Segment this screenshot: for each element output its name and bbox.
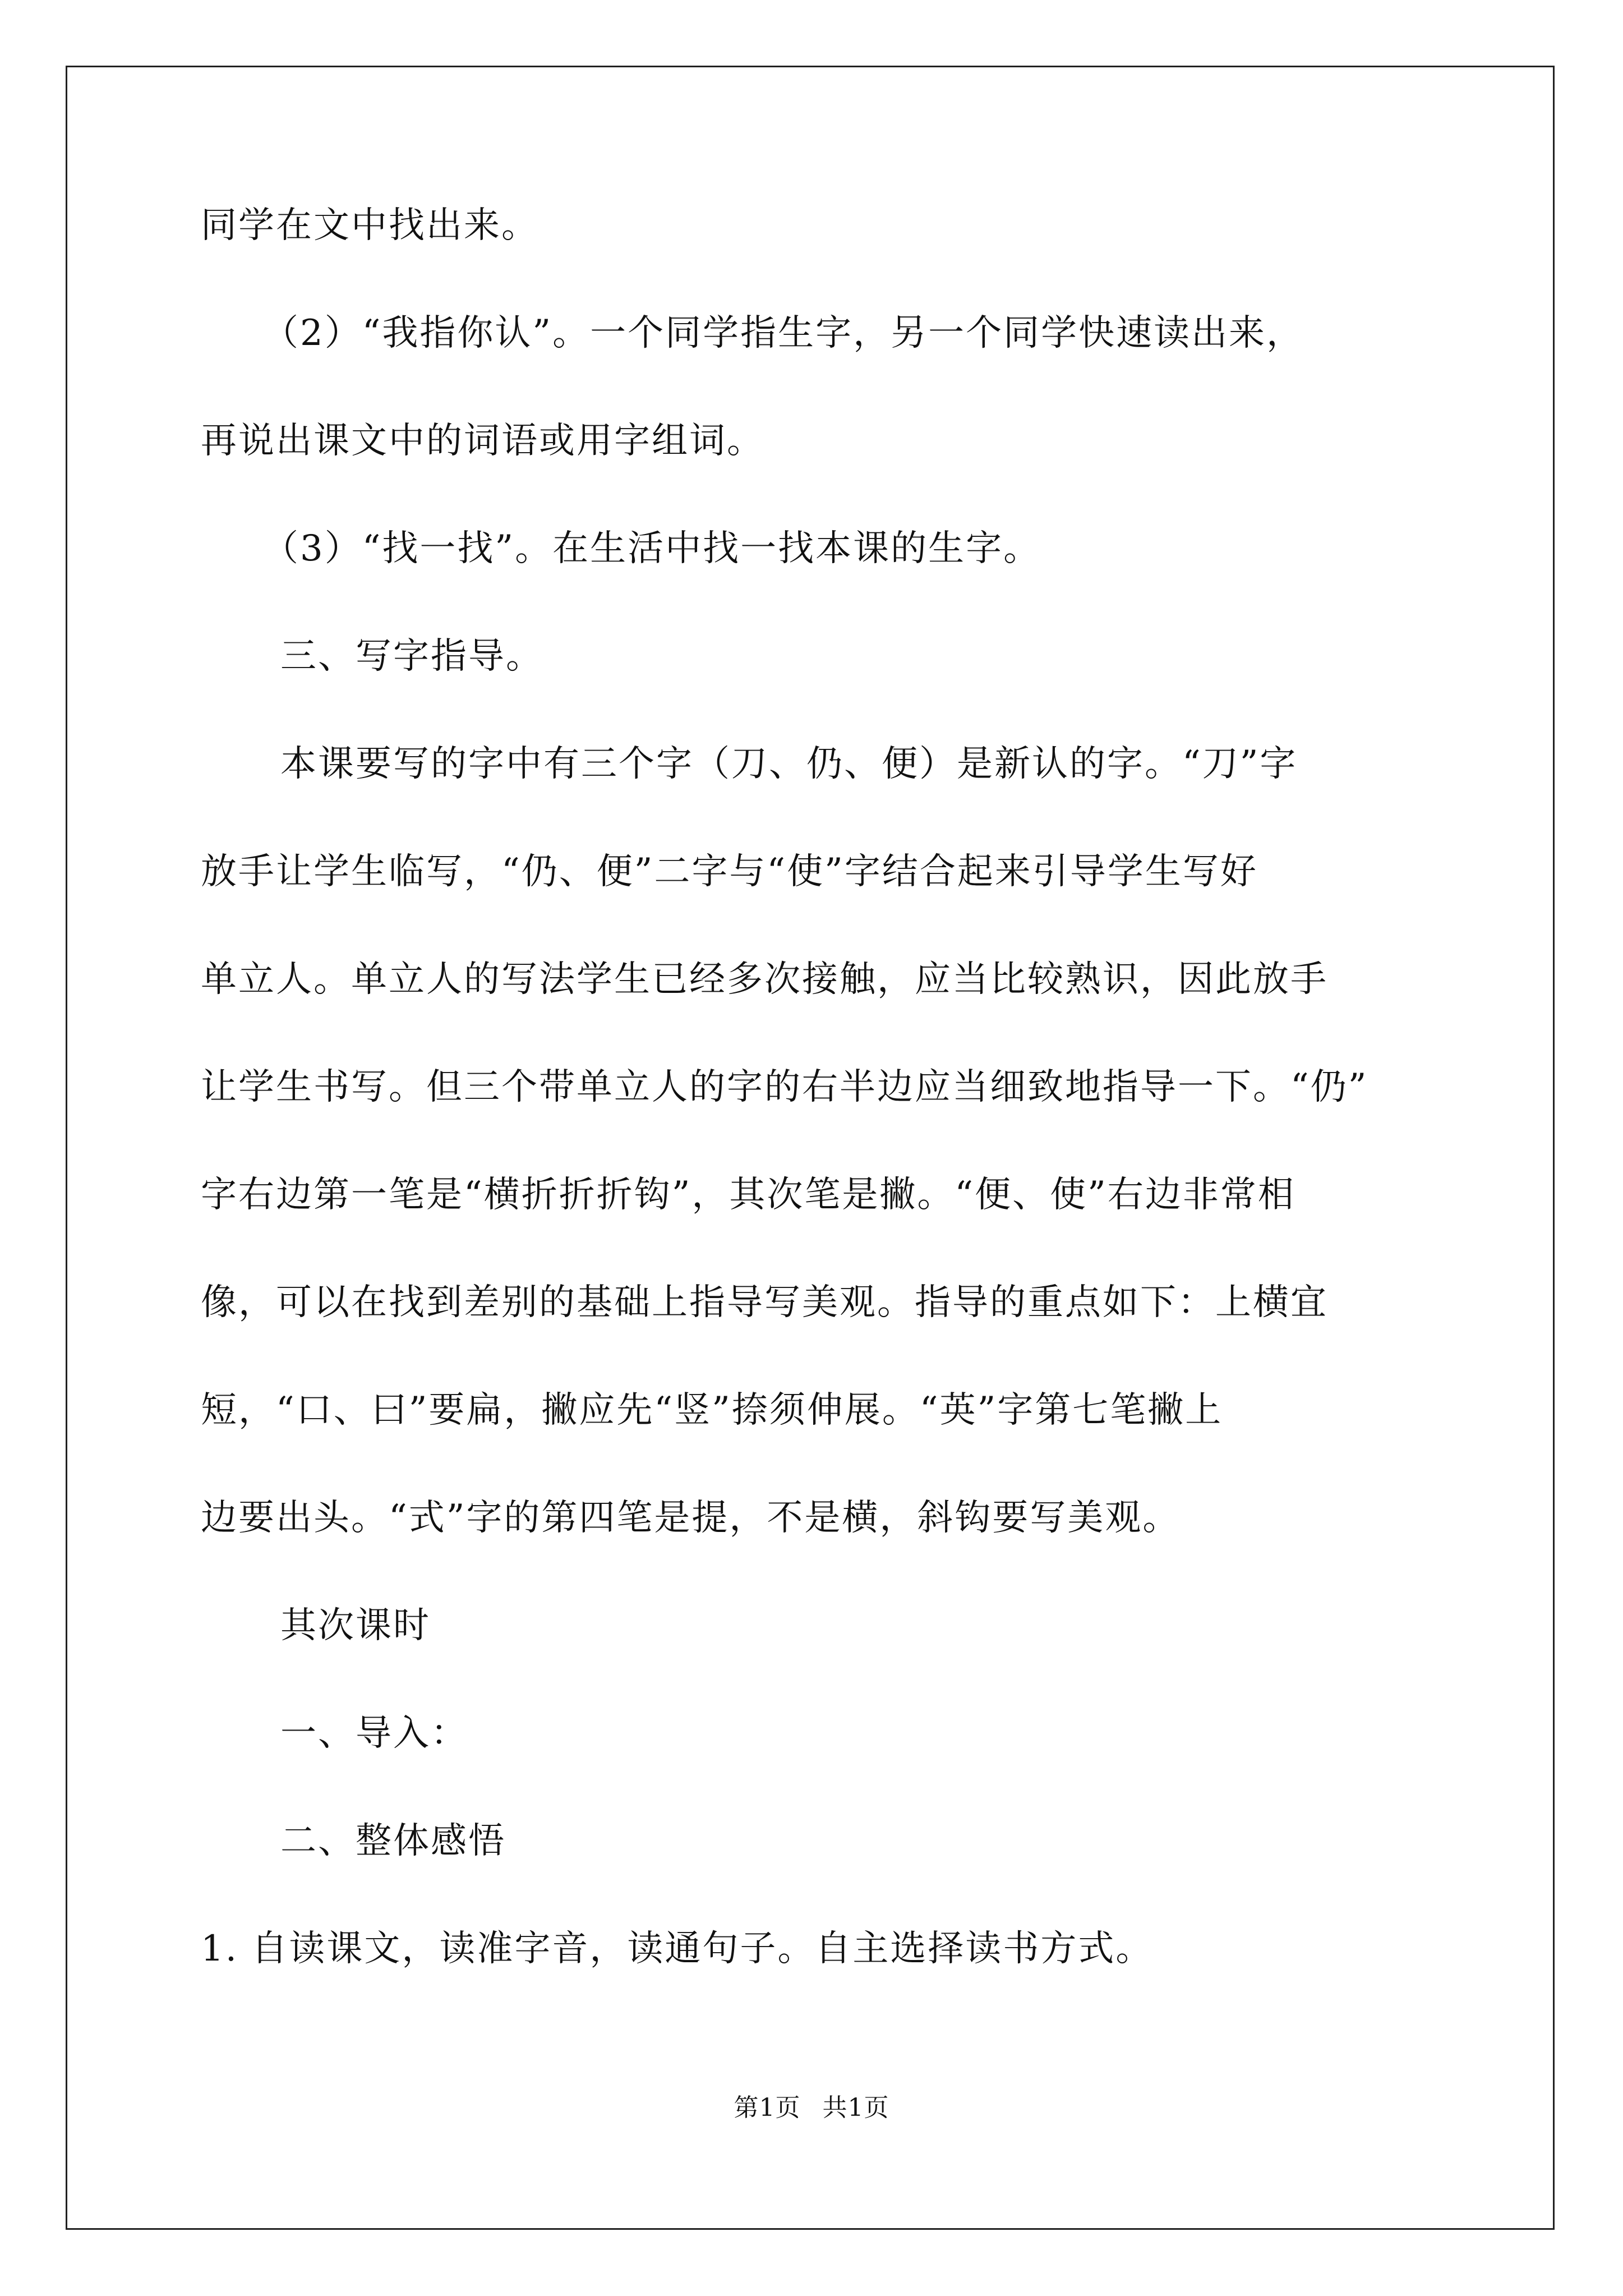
paragraph-line: 让学生书写。但三个带单立人的字的右半边应当细致地指导一下。“仍” bbox=[201, 1066, 1368, 1108]
paragraph-line: 单立人。单立人的写法学生已经多次接触，应当比较熟识，因此放手 bbox=[201, 959, 1328, 1000]
section-heading: 一、导入： bbox=[280, 1713, 468, 1754]
document-body bbox=[201, 205, 1435, 2039]
paragraph-line: 短，“口、曰”要扁，撇应先“竖”捺须伸展。“英”字第七笔撇上 bbox=[201, 1389, 1223, 1431]
paragraph-line: 像，可以在找到差别的基础上指导写美观。指导的重点如下：上横宜 bbox=[201, 1282, 1328, 1323]
page-footer bbox=[0, 2094, 1623, 2122]
paragraph-line: 同学在文中找出来。 bbox=[201, 205, 539, 246]
page-number-total: 共1页 bbox=[822, 2093, 889, 2122]
paragraph-line: 字右边第一笔是“横折折折钩”，其次笔是撇。“便、使”右边非常相 bbox=[201, 1174, 1295, 1216]
paragraph-line: 1. 自读课文，读准字音，读通句子。自主选择读书方式。 bbox=[201, 1928, 1154, 1970]
paragraph-line: （3）“找一找”。在生活中找一找本课的生字。 bbox=[262, 528, 1041, 569]
paragraph-line: 本课要写的字中有三个字（刀、仍、便）是新认的字。“刀”字 bbox=[280, 743, 1298, 785]
section-heading: 三、写字指导。 bbox=[280, 636, 543, 677]
section-heading: 其次课时 bbox=[280, 1605, 431, 1646]
paragraph-line: （2）“我指你认”。一个同学指生字，另一个同学快速读出来， bbox=[262, 312, 1304, 354]
paragraph-line: 边要出头。“式”字的第四笔是提，不是横，斜钩要写美观。 bbox=[201, 1497, 1181, 1539]
paragraph-line: 放手让学生临写，“仍、便”二字与“使”字结合起来引导学生写好 bbox=[201, 851, 1258, 892]
page-number-current: 第1页 bbox=[734, 2093, 801, 2122]
paragraph-line: 再说出课文中的词语或用字组词。 bbox=[201, 420, 764, 462]
section-heading: 二、整体感悟 bbox=[280, 1820, 506, 1862]
